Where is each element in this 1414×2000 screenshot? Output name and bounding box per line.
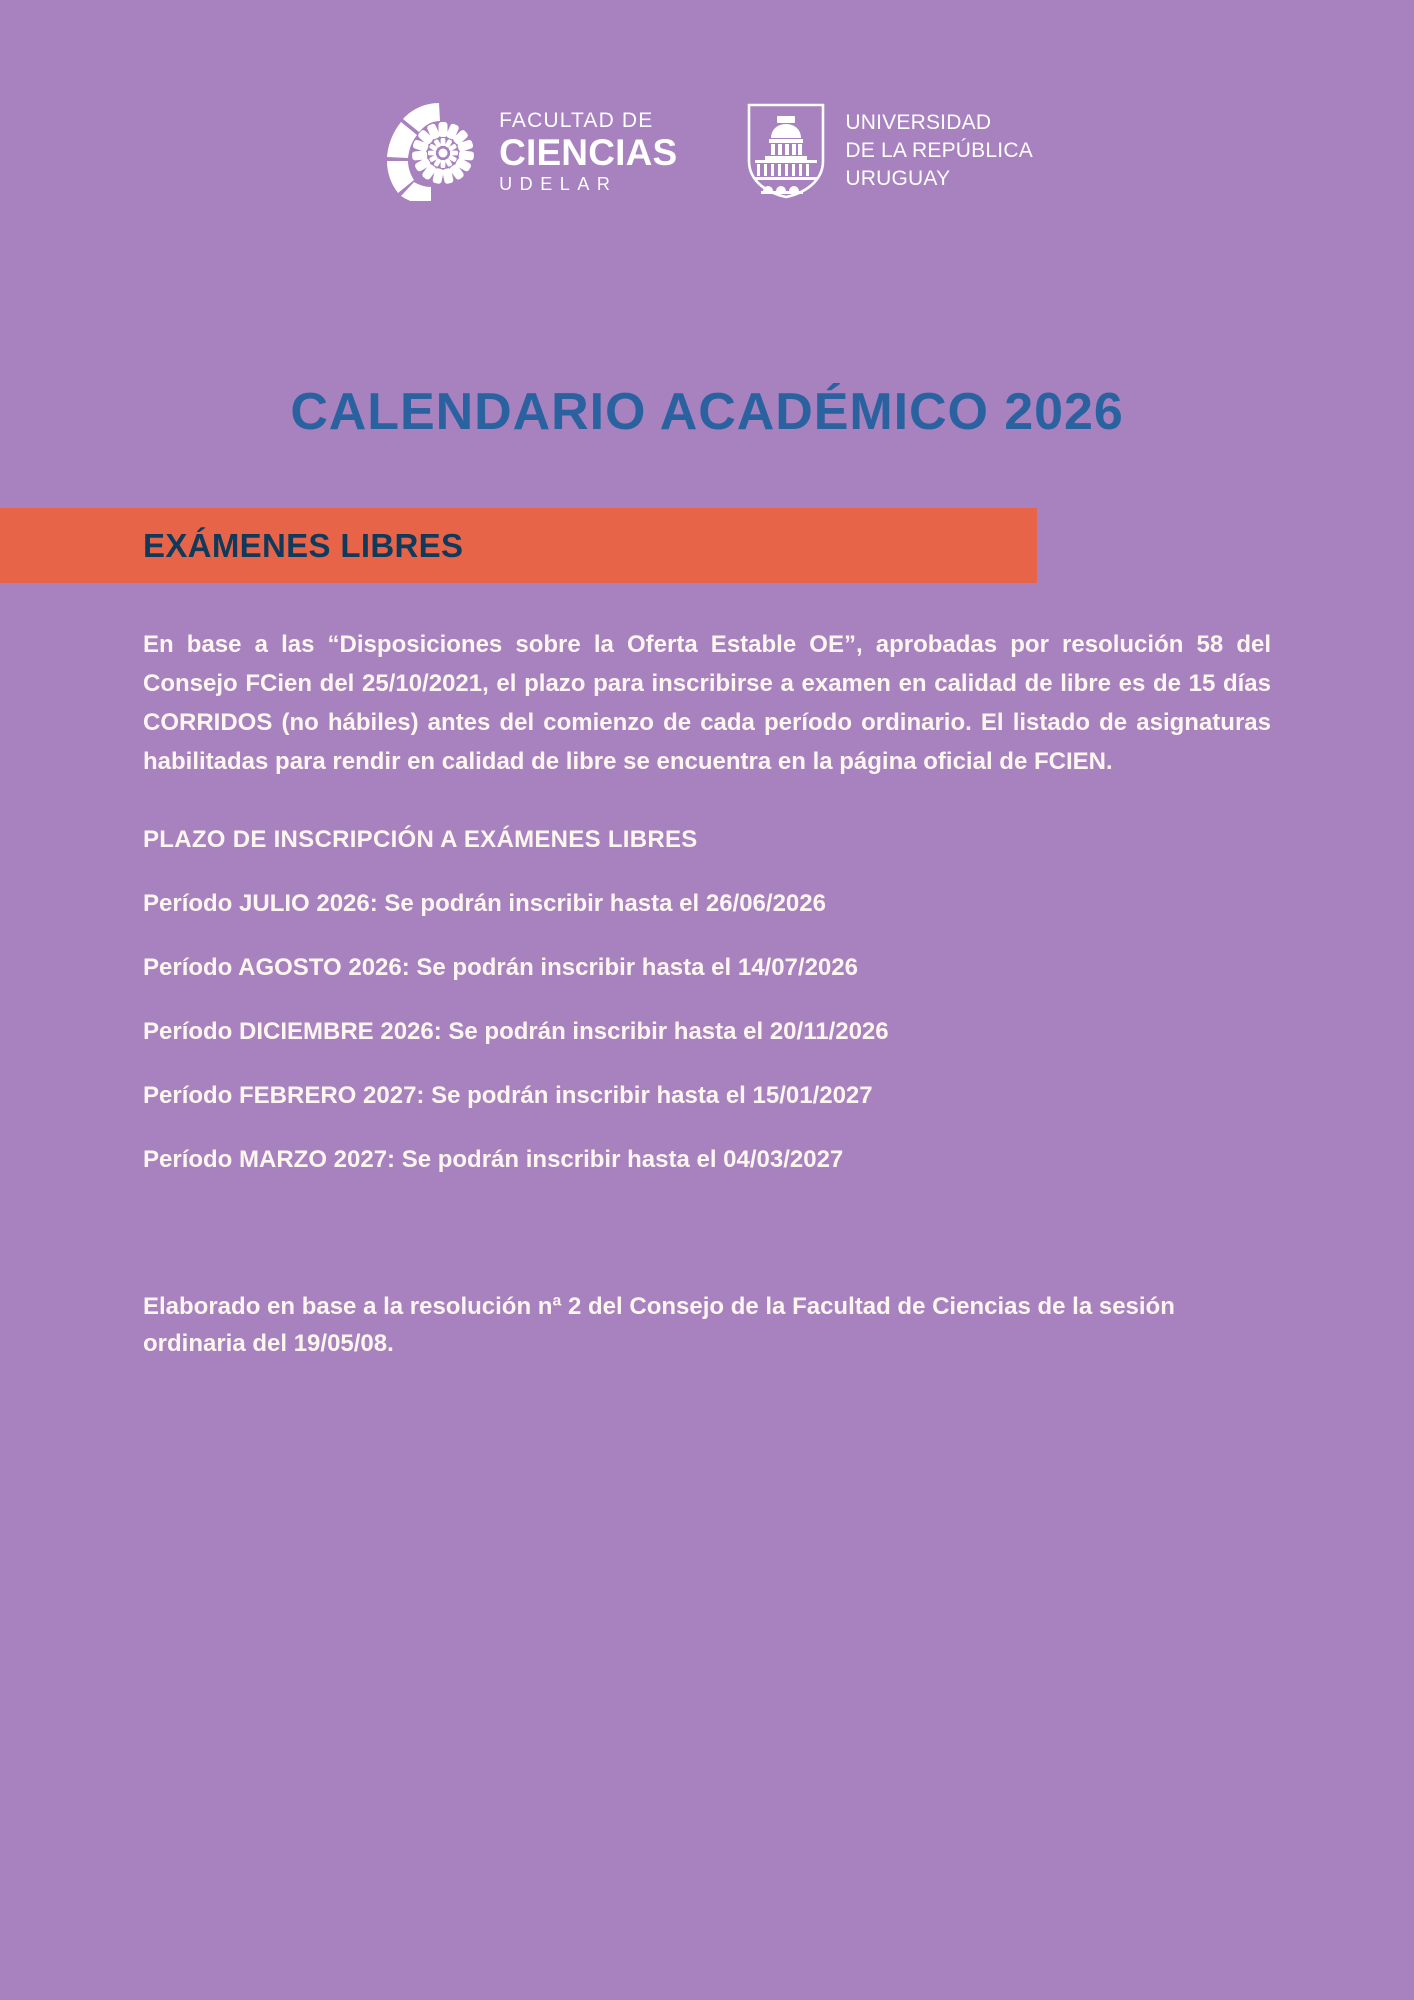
list-item: Período MARZO 2027: Se podrán inscribir hasta el 04/03/2027 bbox=[143, 1145, 844, 1173]
university-logo-line2: DE LA REPÚBLICA bbox=[845, 139, 1033, 163]
university-logo-wordmark bbox=[845, 109, 1033, 193]
logo-row bbox=[0, 96, 1414, 206]
content-area bbox=[143, 626, 1271, 1362]
deadline-list bbox=[143, 889, 1271, 1173]
intro-paragraph: En base a las “Disposiciones sobre la Oferta Estable OE”, aprobadas por resolución 58 del Consejo FCien del 25/10/2021, el plazo para inscribirse a examen en calidad de libre es de 15 días CORRIDOS (no hábiles) antes del comienzo de cada período ordinario. El listado de asignaturas habilitadas para rendir en calidad de libre se encuentra en la página oficial de FCIEN. bbox=[143, 631, 1271, 775]
university-logo-line1: UNIVERSIDAD bbox=[845, 111, 992, 135]
faculty-logo-line2: CIENCIAS bbox=[499, 131, 678, 173]
list-item: Período FEBRERO 2027: Se podrán inscribir hasta el 15/01/2027 bbox=[143, 1081, 873, 1109]
list-item: Período DICIEMBRE 2026: Se podrán inscribir hasta el 20/11/2026 bbox=[143, 1017, 889, 1045]
registration-period-subheading: PLAZO DE INSCRIPCIÓN A EXÁMENES LIBRES bbox=[143, 825, 698, 853]
university-logo-line3: URUGUAY bbox=[845, 166, 951, 190]
ammonite-spiral-icon bbox=[381, 101, 485, 201]
faculty-logo-line1: FACULTAD DE bbox=[499, 108, 654, 132]
list-item: Período AGOSTO 2026: Se podrán inscribir hasta el 14/07/2026 bbox=[143, 953, 858, 981]
faculty-logo-line3: UDELAR bbox=[499, 173, 618, 194]
udelar-shield-icon bbox=[747, 103, 825, 199]
footnote-paragraph: Elaborado en base a la resolución nª 2 del Consejo de la Facultad de Ciencias de la sesión ordinaria del 19/05/08. bbox=[143, 1292, 1175, 1357]
list-item: Período JULIO 2026: Se podrán inscribir hasta el 26/06/2026 bbox=[143, 889, 826, 917]
university-of-republic-logo bbox=[747, 103, 1033, 199]
section-band bbox=[0, 508, 1037, 583]
section-band-label: EXÁMENES LIBRES bbox=[143, 526, 464, 564]
faculty-logo-wordmark bbox=[499, 110, 677, 193]
faculty-of-sciences-logo bbox=[381, 101, 677, 201]
page-title: CALENDARIO ACADÉMICO 2026 bbox=[290, 383, 1124, 441]
